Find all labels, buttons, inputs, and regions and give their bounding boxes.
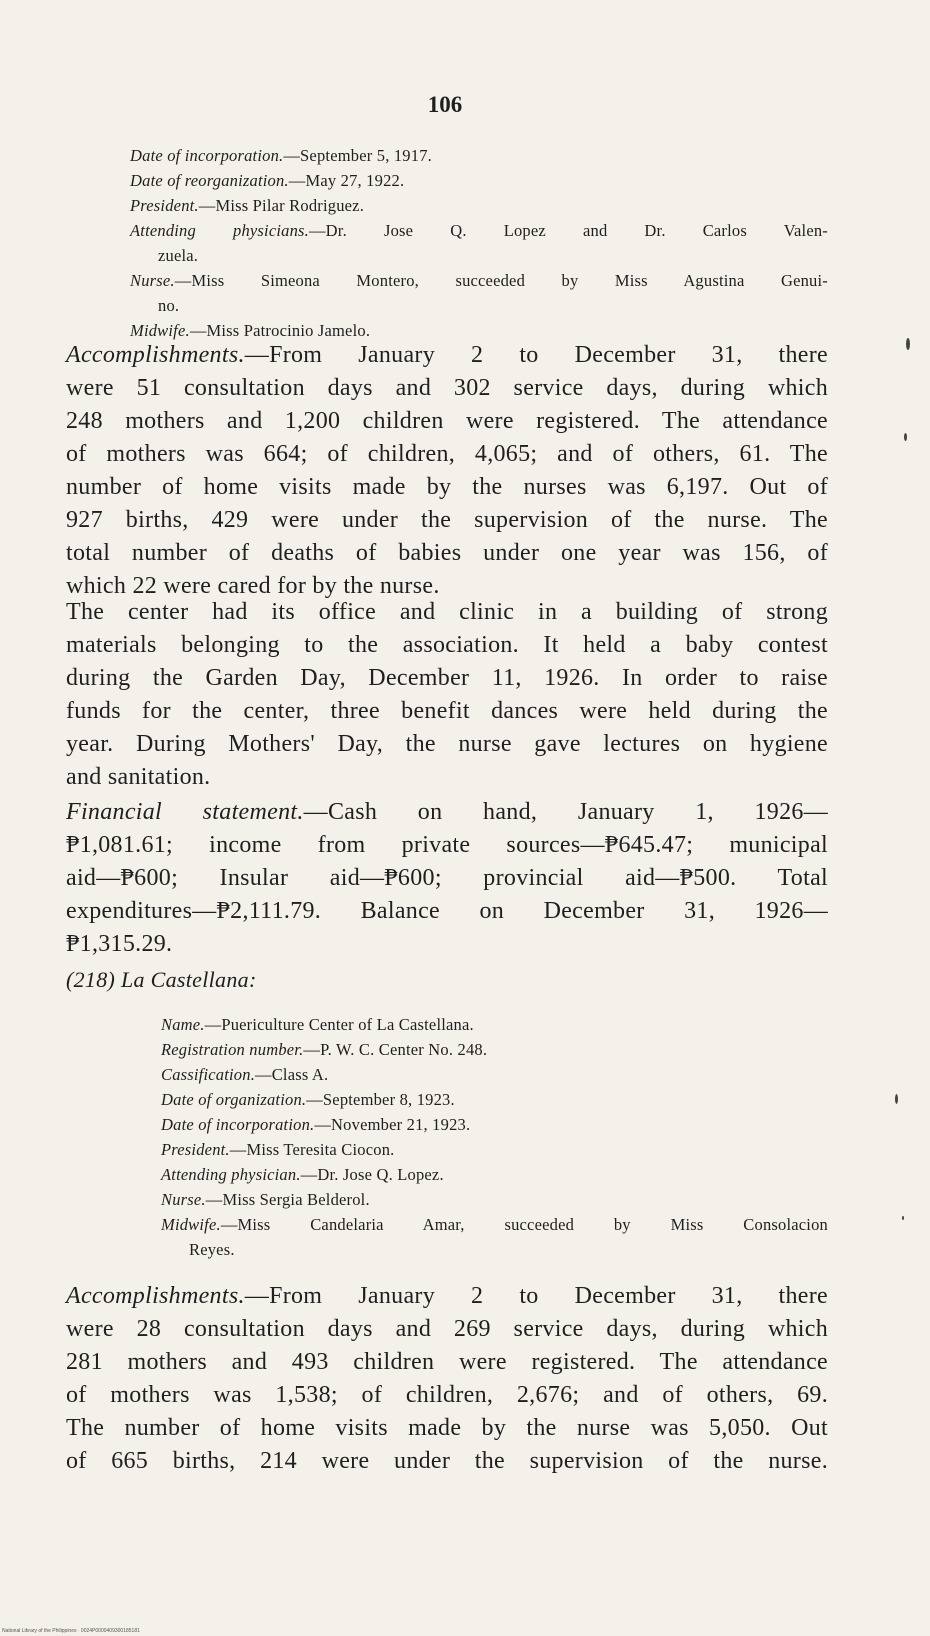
detail-line: Name.—Puericulture Center of La Castellana. [161, 1015, 474, 1034]
financial-statement-paragraph: Financial statement.—Cash on hand, January 1, 1926— ₱1,081.61; income from private sources—₱645.47; municipal aid—₱600; Insular aid—₱600; provincial aid—₱500. Total expenditures—₱2,111.79. Balance on December 31, 1926— ₱1,315.29. [66, 799, 829, 957]
accomplishments-paragraph-1: Accomplishments.—From January 2 to December 31, there were 51 consultation days and 302 service days, during which 248 mothers and 1,200 children were registered. The attendance of mothers was 664; of children, 4,065; and of others, 61. The number of home visits made by the nurses was 6,197. Out of 927 births, 429 were under the supervision of the nurse. The total number of deaths of babies under one year was 156, of which 22 were cared for by the nurse. [66, 342, 828, 599]
detail-line: Date of organization.—September 8, 1923. [161, 1090, 455, 1109]
paragraph-label: Accomplishments. [66, 342, 245, 368]
detail-line: Midwife.—Miss Candelaria Amar, succeeded by Miss Consolacion [161, 1215, 828, 1234]
scan-speck [904, 433, 907, 441]
details-list-1 [130, 143, 828, 343]
scan-speck [902, 1216, 904, 1220]
accomplishments-paragraph-2: Accomplishments.—From January 2 to December 31, there were 28 consultation days and 269 service days, during which 281 mothers and 493 children were registered. The attendance of mothers was 1,538; of children, 2,676; and of others, 69. The number of home visits made by the nurse was 5,050. Out of 665 births, 214 were under the supervision of the nurse. [66, 1283, 828, 1474]
detail-line: Registration number.—P. W. C. Center No. 248. [161, 1040, 488, 1059]
detail-line-continuation: Reyes. [189, 1240, 235, 1259]
center-activities-paragraph: The center had its office and clinic in a building of strong materials belonging to the association. It held a baby contest during the Garden Day, December 11, 1926. In order to raise funds for the center, three benefit dances were held during the year. During Mothers' Day, the nurse gave lectures on hygiene and sanitation. [66, 599, 828, 790]
detail-line: Date of incorporation.—November 21, 1923. [161, 1115, 471, 1134]
detail-line: Nurse.—Miss Sergia Belderol. [161, 1190, 370, 1209]
section-title: La Castellana: [120, 967, 257, 992]
detail-line: Attending physicians.—Dr. Jose Q. Lopez and Dr. Carlos Valen- [130, 221, 828, 240]
detail-line-continuation: no. [158, 296, 180, 315]
scan-speck [906, 338, 910, 350]
detail-line: President.—Miss Teresita Ciocon. [161, 1140, 395, 1159]
detail-line-continuation: zuela. [158, 246, 199, 265]
detail-line: Date of incorporation.—September 5, 1917. [130, 146, 432, 165]
detail-line: Cassification.—Class A. [161, 1065, 329, 1084]
paragraph-label: Financial statement. [66, 799, 304, 825]
page-number: 106 [427, 92, 463, 117]
scan-speck [895, 1094, 898, 1104]
detail-line: Date of reorganization.—May 27, 1922. [130, 171, 405, 190]
section-heading [66, 963, 257, 996]
detail-line: President.—Miss Pilar Rodriguez. [130, 196, 365, 215]
detail-line: Attending physician.—Dr. Jose Q. Lopez. [161, 1165, 444, 1184]
section-number: (218) [66, 967, 116, 992]
scan-footer: National Library of the Philippines · 0024P0000409300185181 [2, 1628, 140, 1634]
detail-line: Midwife.—Miss Patrocinio Jamelo. [130, 321, 371, 340]
detail-line: Nurse.—Miss Simeona Montero, succeeded by Miss Agustina Genui- [130, 271, 828, 290]
paragraph-label: Accomplishments. [66, 1283, 245, 1309]
details-list-2 [161, 1012, 828, 1262]
